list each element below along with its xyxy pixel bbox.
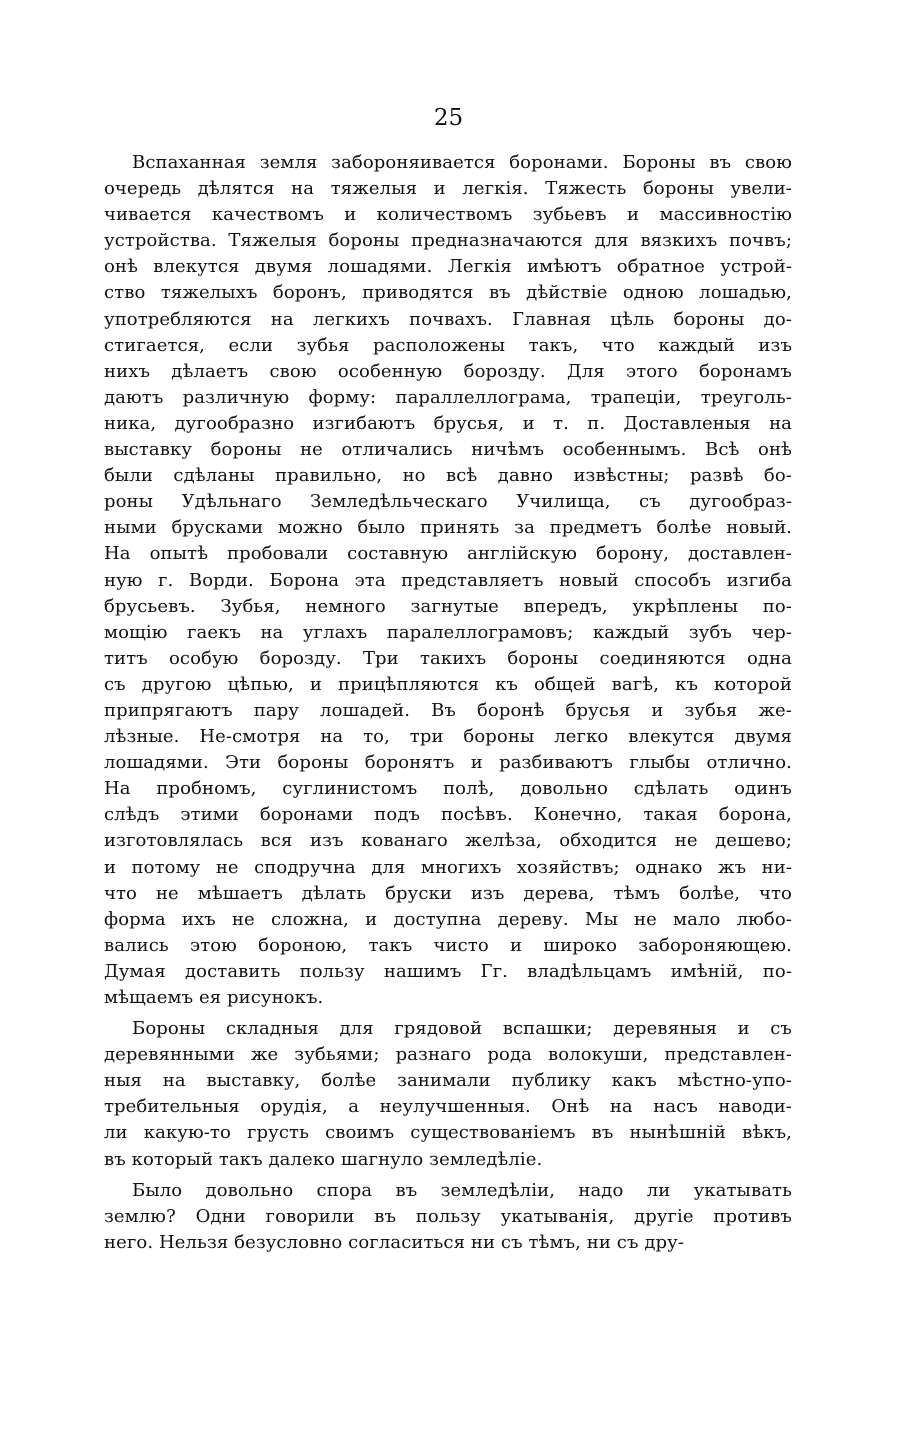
text-line: онѣ влекутся двумя лошадями. Легкія имѣютъ обратное устрой- bbox=[104, 256, 792, 278]
text-line: припрягаютъ пару лошадей. Въ боронѣ брусья и зубья же- bbox=[104, 699, 792, 721]
text-line: Было довольно спора въ земледѣліи, надо ли укатывать bbox=[132, 1179, 792, 1201]
text-line: съ другою цѣпью, и прицѣпляются къ общей вагѣ, къ которой bbox=[104, 673, 792, 695]
paragraph-1 bbox=[104, 150, 792, 1011]
text-line: форма ихъ не сложна, и доступна дереву. Мы не мало любо- bbox=[104, 908, 792, 930]
text-line: лошадями. Эти бороны боронятъ и разбиваютъ глыбы отлично. bbox=[104, 752, 792, 774]
page-number: 25 bbox=[433, 105, 464, 131]
text-line: ныя на выставку, болѣе занимали публику какъ мѣстно-упо- bbox=[104, 1070, 792, 1092]
paragraph-2 bbox=[104, 1016, 792, 1173]
text-line: Думая доставить пользу нашимъ Гг. владѣльцамъ имѣній, по- bbox=[104, 960, 792, 982]
text-line: Вспаханная земля забороняивается боронами. Бороны въ свою bbox=[132, 152, 792, 173]
body-text bbox=[104, 150, 792, 1256]
text-line: изготовлялась вся изъ кованаго желѣза, обходится не дешево; bbox=[104, 830, 792, 852]
text-line: ными брусками можно было принять за предметъ болѣе новый. bbox=[104, 517, 792, 539]
text-line: что не мѣшаетъ дѣлать бруски изъ дерева, тѣмъ болѣе, что bbox=[104, 882, 792, 904]
text-line: деревянными же зубьями; разнаго рода волокуши, представлен- bbox=[104, 1044, 792, 1066]
text-line: чивается качествомъ и количествомъ зубьевъ и массивностію bbox=[104, 204, 792, 226]
text-line: требительныя орудія, а неулучшенныя. Онѣ на насъ наводи- bbox=[104, 1096, 792, 1118]
text-line: землю? Одни говорили въ пользу укатыванія, другіе противъ bbox=[104, 1205, 792, 1227]
text-line: стигается, если зубья расположены такъ, что каждый изъ bbox=[104, 334, 792, 356]
text-line: На пробномъ, суглинистомъ полѣ, довольно сдѣлать одинъ bbox=[104, 778, 792, 800]
text-line: брусьевъ. Зубья, немного загнутые впередъ, укрѣплены по- bbox=[104, 595, 792, 617]
text-line: мощію гаекъ на углахъ паралеллограмовъ; каждый зубъ чер- bbox=[104, 621, 792, 643]
text-line: нихъ дѣлаетъ свою особенную борозду. Для этого боронамъ bbox=[104, 360, 792, 382]
text-line: выставку бороны не отличались ничѣмъ особеннымъ. Всѣ онѣ bbox=[104, 439, 792, 461]
text-line: ли какую-то грусть своимъ существованіемъ въ нынѣшній вѣкъ, bbox=[104, 1122, 792, 1144]
paragraph-3 bbox=[104, 1178, 792, 1256]
text-line: были сдѣланы правильно, но всѣ давно извѣстны; развѣ бо- bbox=[104, 465, 792, 487]
text-line: роны Удѣльнаго Земледѣльческаго Училища, съ дугообраз- bbox=[104, 491, 792, 513]
text-line: ника, дугообразно изгибаютъ брусья, и т. п. Доставленыя на bbox=[104, 412, 792, 434]
text-line: Бороны складныя для грядовой вспашки; деревяныя и съ bbox=[132, 1018, 792, 1040]
text-line: него. Нельзя безусловно согласиться ни съ тѣмъ, ни съ дру- bbox=[104, 1231, 685, 1253]
text-line: вались этою бороною, такъ чисто и широко забороняющею. bbox=[104, 934, 792, 956]
text-line: мѣщаемъ ея рисунокъ. bbox=[104, 987, 324, 1008]
text-line: устройства. Тяжелыя бороны предназначаются для вязкихъ почвъ; bbox=[104, 230, 792, 252]
text-line: ную г. Ворди. Борона эта представляетъ новый способъ изгиба bbox=[104, 569, 792, 591]
text-line: лѣзные. Не-смотря на то, три бороны легко влекутся двумя bbox=[104, 726, 792, 748]
text-line: употребляются на легкихъ почвахъ. Главная цѣль бороны до- bbox=[104, 308, 792, 330]
text-line: титъ особую борозду. Три такихъ бороны соединяются одна bbox=[104, 647, 792, 669]
text-line: въ который такъ далеко шагнуло земледѣліе. bbox=[104, 1148, 543, 1170]
text-line: На опытѣ пробовали составную англійскую борону, доставлен- bbox=[104, 543, 792, 565]
text-line: очередь дѣлятся на тяжелыя и легкія. Тяжесть бороны увели- bbox=[104, 178, 792, 200]
text-line: ство тяжелыхъ боронъ, приводятся въ дѣйствіе одною лошадью, bbox=[104, 282, 792, 304]
text-line: слѣдъ этими боронами подъ посѣвъ. Конечно, такая борона, bbox=[104, 804, 792, 826]
text-line: и потому не сподручна для многихъ хозяйствъ; однако жъ ни- bbox=[104, 856, 792, 878]
text-line: даютъ различную форму: параллеллограма, трапеціи, треуголь- bbox=[104, 386, 792, 408]
